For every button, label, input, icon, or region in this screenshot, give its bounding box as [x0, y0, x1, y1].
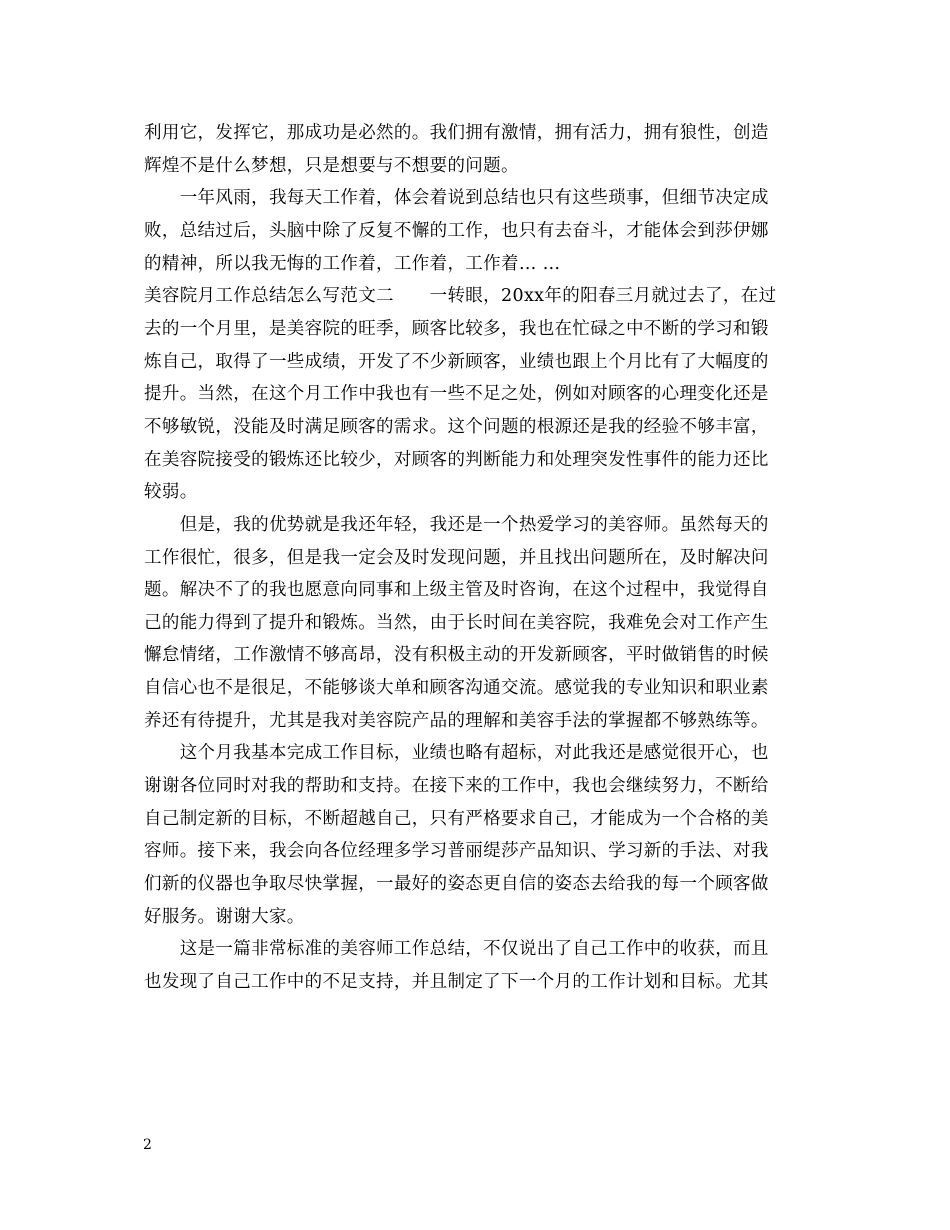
text-line: 去的一个月里，是美容院的旺季，顾客比较多，我也在忙碌之中不断的学习和锻 — [144, 318, 769, 339]
text-line: 己的能力得到了提升和锻炼。当然，由于长时间在美容院，我难免会对工作产生 — [144, 612, 769, 633]
text-line: 也发现了自己工作中的不足支持，并且制定了下一个月的工作计划和目标。尤其 — [144, 971, 769, 992]
text-line: 们新的仪器也争取尽快掌握，一最好的姿态更自信的姿态去给我的每一个顾客做 — [144, 873, 769, 894]
text-line: 好服务。谢谢大家。 — [144, 906, 305, 927]
text-line: 这是一篇非常标准的美容师工作总结，不仅说出了自己工作中的收获，而且 — [144, 939, 769, 960]
text-line: 在美容院接受的锻炼还比较少，对顾客的判断能力和处理突发性事件的能力还比 — [144, 449, 769, 470]
text-line: 这个月我基本完成工作目标，业绩也略有超标，对此我还是感觉很开心，也 — [144, 743, 769, 764]
text-line: 败，总结过后，头脑中除了反复不懈的工作，也只有去奋斗，才能体会到莎伊娜 — [144, 220, 769, 241]
text-line: 不够敏锐，没能及时满足顾客的需求。这个问题的根源还是我的经验不够丰富， — [144, 416, 769, 437]
text-line: 的精神，所以我无悔的工作着，工作着，工作着… … — [144, 253, 561, 274]
text-line: 题。解决不了的我也愿意向同事和上级主管及时咨询，在这个过程中，我觉得自 — [144, 580, 769, 601]
text-line: 懈怠情绪，工作激情不够高昂，没有积极主动的开发新顾客，平时做销售的时候 — [144, 645, 769, 666]
text-line: 养还有待提升，尤其是我对美容院产品的理解和美容手法的掌握都不够熟练等。 — [144, 710, 769, 731]
text-line: 自信心也不是很足，不能够谈大单和顾客沟通交流。感觉我的专业知识和职业素 — [144, 678, 769, 698]
text-line: 提升。当然，在这个月工作中我也有一些不足之处，例如对顾客的心理变化还是 — [144, 384, 769, 405]
text-line: 利用它，发挥它，那成功是必然的。我们拥有激情，拥有活力，拥有狼性，创造 — [144, 123, 769, 143]
text-line: 但是，我的优势就是我还年轻，我还是一个热爱学习的美容师。虽然每天的 — [144, 514, 769, 535]
text-line: 自己制定新的目标，不断超越自己，只有严格要求自己，才能成为一个合格的美 — [144, 808, 769, 829]
text-line: 炼自己，取得了一些成绩，开发了不少新顾客，业绩也跟上个月比有了大幅度的 — [144, 351, 769, 372]
text-line: 辉煌不是什么梦想，只是想要与不想要的问题。 — [144, 155, 519, 176]
text-line: 谢谢各位同时对我的帮助和支持。在接下来的工作中，我也会继续努力，不断给 — [144, 776, 769, 796]
text-line: 容师。接下来，我会向各位经理多学习普丽缇莎产品知识、学习新的手法、对我 — [144, 841, 769, 862]
page-number: 2 — [143, 1137, 152, 1153]
text-line: 美容院月工作总结怎么写范文二 一转眼，20xx年的阳春三月就过去了，在过 — [144, 286, 777, 307]
text-line: 工作很忙，很多，但是我一定会及时发现问题，并且找出问题所在，及时解决问 — [144, 547, 769, 568]
text-line: 一年风雨，我每天工作着，体会着说到总结也只有这些琐事，但细节决定成 — [144, 188, 769, 209]
text-line: 较弱。 — [144, 482, 198, 503]
